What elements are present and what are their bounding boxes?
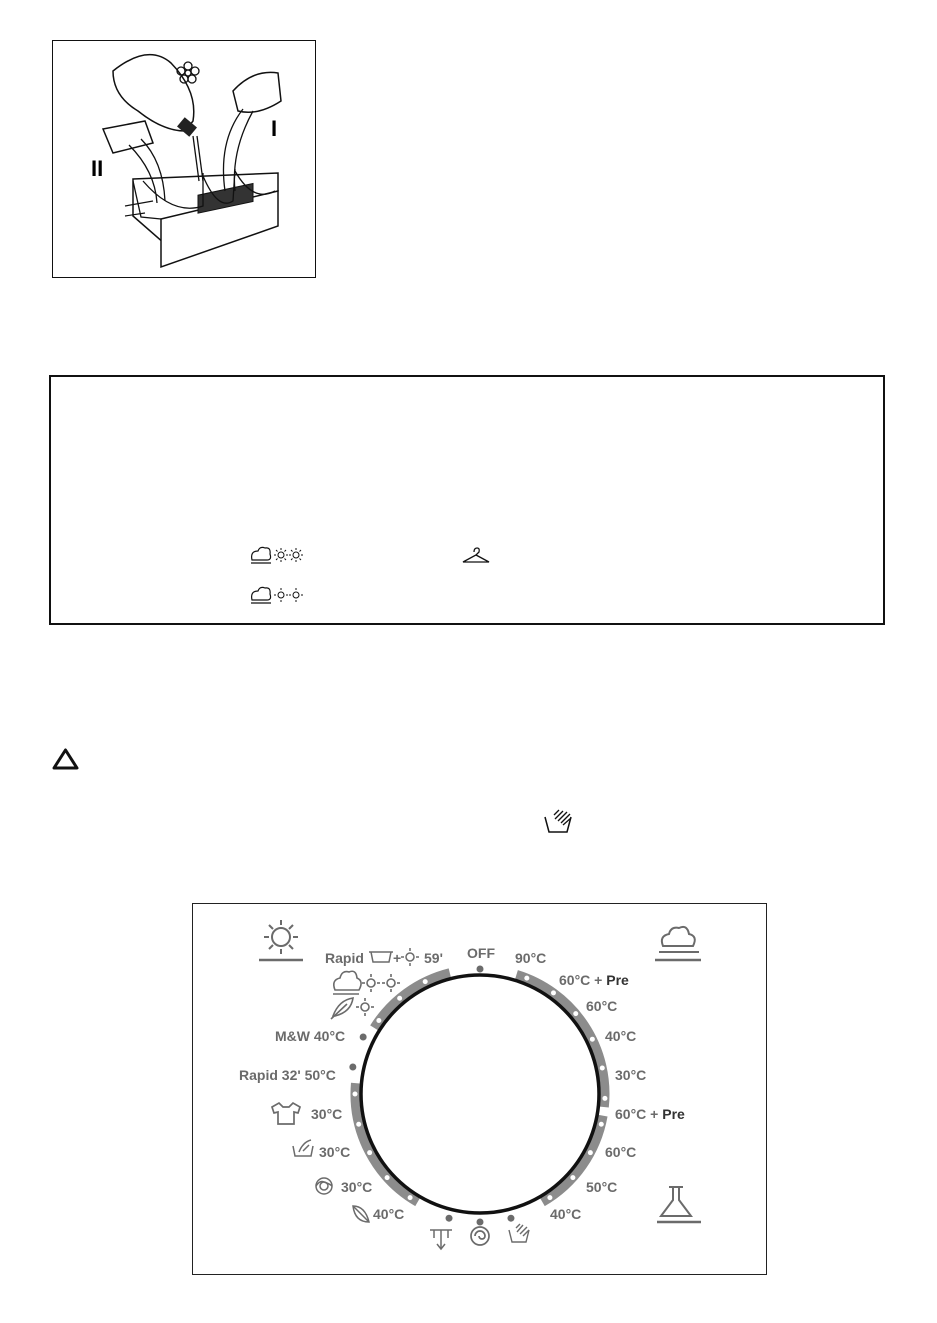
rinse-icon[interactable] — [509, 1224, 529, 1242]
special-position-dot[interactable] — [356, 1122, 361, 1127]
synthetic-position-dot[interactable] — [570, 1175, 575, 1180]
spin-position-dot[interactable] — [477, 1219, 484, 1226]
program-cotton-60-pre: 60°C + Pre — [559, 972, 629, 988]
warning-triangle-icon — [52, 748, 79, 770]
special-position-dot[interactable] — [385, 1175, 390, 1180]
cotton-position-dot[interactable] — [524, 976, 529, 981]
program-rapid-32: Rapid 32' 50°C — [239, 1067, 336, 1083]
dry-position-dot[interactable] — [397, 996, 402, 1001]
synthetic-position-dot[interactable] — [588, 1150, 593, 1155]
program-rapid-wash-dry: Rapid — [325, 950, 364, 966]
feather-dry-icon — [331, 998, 374, 1019]
mw-position-dot[interactable] — [360, 1034, 367, 1041]
compartment-mark-II: II — [91, 156, 104, 181]
cotton-position-dot[interactable] — [590, 1037, 595, 1042]
rapid-time: 59' — [424, 950, 443, 966]
cotton-position-dot[interactable] — [602, 1096, 607, 1101]
eco-leaf-icon — [353, 1206, 369, 1222]
dry-position-dot[interactable] — [423, 979, 428, 984]
dry-sun-small-icon — [401, 948, 419, 966]
cotton-position-dot[interactable] — [551, 990, 556, 995]
spin-icon[interactable] — [471, 1227, 489, 1245]
cloud-dry-icon — [333, 971, 400, 994]
program-synthetic-60: 60°C — [605, 1144, 637, 1160]
program-mw-40: M&W 40°C — [275, 1028, 346, 1044]
cotton-sun-icon — [259, 920, 303, 960]
program-cotton-40: 40°C — [605, 1028, 637, 1044]
special-position-dot[interactable] — [353, 1092, 358, 1097]
dial-knob[interactable] — [361, 975, 599, 1213]
program-synthetic-50: 50°C — [586, 1179, 618, 1195]
cupboard-dry-icon — [249, 545, 309, 567]
off-label: OFF — [467, 945, 495, 961]
compartment-mark-I: I — [271, 116, 278, 141]
synthetic-position-dot[interactable] — [547, 1195, 552, 1200]
plus-sign: + — [393, 950, 402, 966]
program-cotton-30: 30°C — [615, 1067, 647, 1083]
softener-flower-icon — [177, 62, 199, 83]
hanger-icon — [461, 547, 491, 565]
program-wool-30: 30°C — [341, 1179, 373, 1195]
rapid32-position-dot[interactable] — [349, 1063, 356, 1070]
detergent-drawer-illustration — [52, 40, 316, 278]
drain-position-dot[interactable] — [446, 1215, 453, 1222]
program-hand-30: 30°C — [319, 1144, 351, 1160]
synthetic-cloud-icon — [655, 927, 701, 960]
program-eco-40: 40°C — [373, 1206, 405, 1222]
program-shirts-30: 30°C — [311, 1106, 343, 1122]
hand-wash-icon — [293, 1140, 313, 1156]
program-synthetic-40: 40°C — [550, 1206, 582, 1222]
dry-position-dot[interactable] — [376, 1018, 381, 1023]
cupboard-dry-icon — [249, 585, 309, 607]
drain-icon[interactable] — [430, 1230, 452, 1249]
off-position-dot[interactable] — [477, 966, 484, 973]
cotton-position-dot[interactable] — [573, 1011, 578, 1016]
synthetic-position-dot[interactable] — [599, 1122, 604, 1127]
wash-tub-icon — [369, 952, 393, 962]
wool-icon — [316, 1178, 332, 1194]
special-position-dot[interactable] — [367, 1150, 372, 1155]
cotton-position-dot[interactable] — [600, 1066, 605, 1071]
program-dial-panel — [192, 903, 767, 1275]
rinse-position-dot[interactable] — [507, 1215, 514, 1222]
rinse-shower-icon — [543, 807, 575, 835]
program-synthetic-60-pre: 60°C + Pre — [615, 1106, 685, 1122]
program-cotton-60: 60°C — [586, 998, 618, 1014]
program-cotton-90: 90°C — [515, 950, 547, 966]
note-box — [49, 375, 885, 625]
special-position-dot[interactable] — [408, 1195, 413, 1200]
delicates-flask-icon — [657, 1187, 701, 1222]
shirt-icon — [272, 1103, 300, 1124]
